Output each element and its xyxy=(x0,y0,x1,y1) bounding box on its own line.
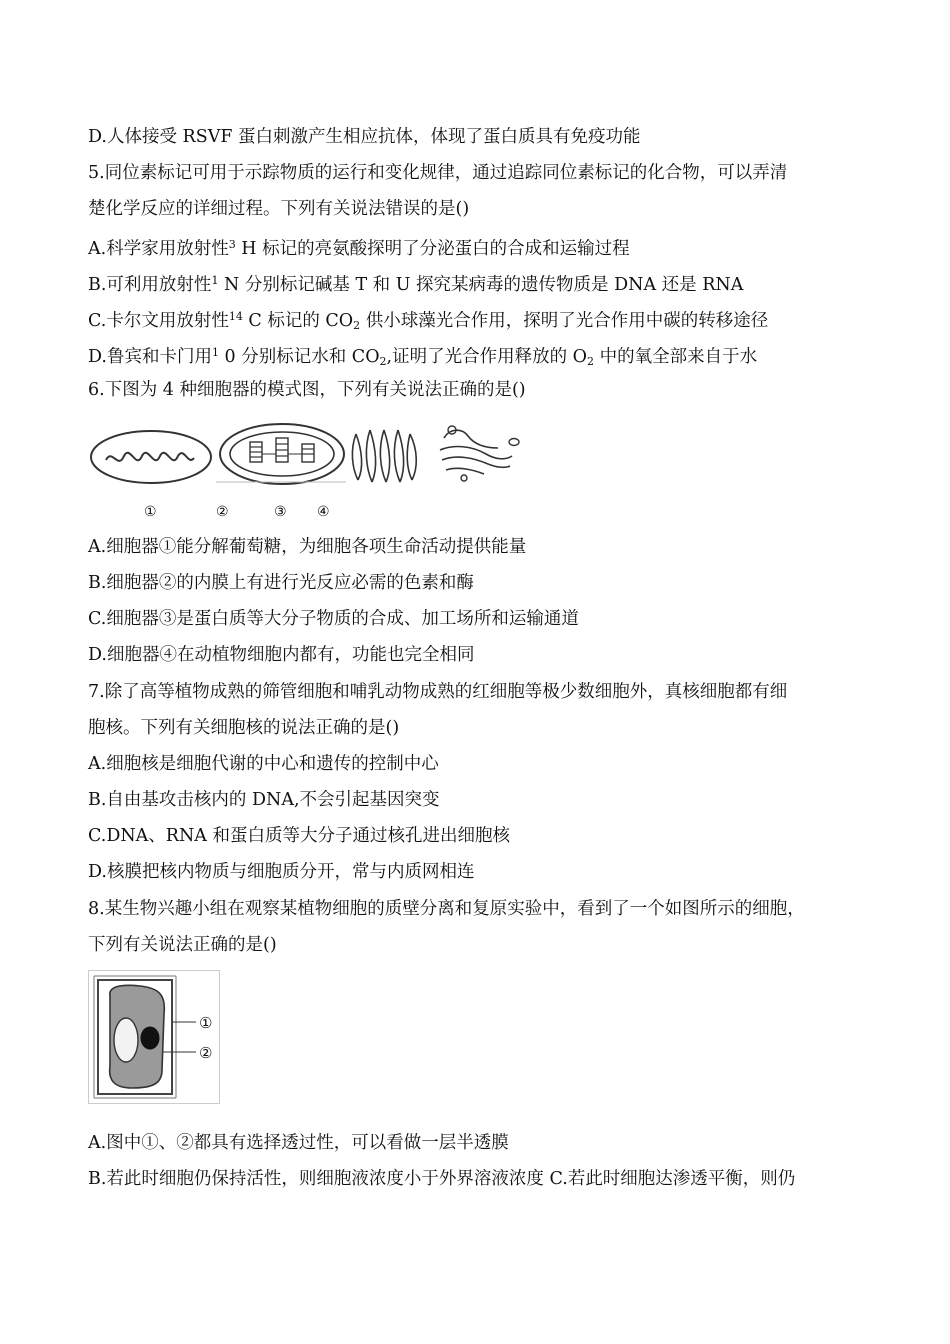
q5-stem-line1: 5.同位素标记可用于示踪物质的运行和变化规律，通过追踪同位素标记的化合物，可以弄清 xyxy=(88,163,788,183)
q8-stem-line2: 下列有关说法正确的是() xyxy=(88,935,277,955)
q6-option-c: C.细胞器③是蛋白质等大分子物质的合成、加工场所和运输通道 xyxy=(88,609,579,629)
endoplasmic-reticulum-drawing xyxy=(352,430,416,482)
q5-option-d: D.鲁宾和卡门用$^1$ 0 分别标记水和 $CO_2$,证明了光合作用释放的 $O_2$ 中的氧全部来自于水 xyxy=(88,346,758,368)
q7-stem-line1: 7.除了高等植物成熟的筛管细胞和哺乳动物成熟的红细胞等极少数细胞外，真核细胞都有细 xyxy=(88,682,788,702)
organelle-label-2: ② xyxy=(216,504,229,520)
cell-label-1: ① xyxy=(199,1014,213,1032)
q7-stem-line2: 胞核。下列有关细胞核的说法正确的是() xyxy=(88,718,400,738)
cell-label-2: ② xyxy=(199,1044,213,1062)
q5-stem-line2: 楚化学反应的详细过程。下列有关说法错误的是() xyxy=(88,199,470,219)
q6-stem: 6.下图为 4 种细胞器的模式图，下列有关说法正确的是() xyxy=(88,380,526,400)
organelle-label-4: ④ xyxy=(317,504,330,520)
q7-option-c: C.DNA、RNA 和蛋白质等大分子通过核孔进出细胞核 xyxy=(88,826,510,846)
q8-option-b-c: B.若此时细胞仍保持活性，则细胞液浓度小于外界溶液浓度 C.若此时细胞达渗透平衡，则仍 xyxy=(88,1169,796,1189)
q7-option-a: A.细胞核是细胞代谢的中心和遗传的控制中心 xyxy=(88,754,439,774)
q8-option-a: A.图中①、②都具有选择透过性，可以看做一层半透膜 xyxy=(88,1133,509,1153)
organelle-figure xyxy=(88,420,528,490)
q8-stem-line1: 8.某生物兴趣小组在观察某植物细胞的质壁分离和复原实验中，看到了一个如图所示的细胞， xyxy=(88,899,805,919)
q6-option-a: A.细胞器①能分解葡萄糖，为细胞各项生命活动提供能量 xyxy=(88,537,527,557)
q4-option-d: D.人体接受 RSVF 蛋白刺激产生相应抗体，体现了蛋白质具有免疫功能 xyxy=(88,127,641,147)
golgi-apparatus-drawing xyxy=(440,426,519,481)
q6-option-d: D.细胞器④在动植物细胞内都有，功能也完全相同 xyxy=(88,645,475,665)
q5-option-c: C.卡尔文用放射性$^{14}$ C 标记的 $CO_2$ 供小球藻光合作用，探明了光合作用中碳的转移途径 xyxy=(88,310,769,332)
organelle-label-1: ① xyxy=(144,504,157,520)
q5-option-b: B.可利用放射性$^1$ N 分别标记碱基 T 和 U 探究某病毒的遗传物质是 DNA 还是 RNA xyxy=(88,274,744,295)
organelle-label-3: ③ xyxy=(274,504,287,520)
q7-option-d: D.核膜把核内物质与细胞质分开，常与内质网相连 xyxy=(88,862,475,882)
chloroplast-drawing xyxy=(216,424,346,484)
q6-option-b: B.细胞器②的内膜上有进行光反应必需的色素和酶 xyxy=(88,573,474,593)
q5-option-a: A.科学家用放射性$^3$ H 标记的亮氨酸探明了分泌蛋白的合成和运输过程 xyxy=(88,238,630,259)
plant-cell-figure xyxy=(88,970,220,1104)
mitochondrion-drawing xyxy=(91,431,211,483)
q7-option-b: B.自由基攻击核内的 DNA,不会引起基因突变 xyxy=(88,790,440,810)
